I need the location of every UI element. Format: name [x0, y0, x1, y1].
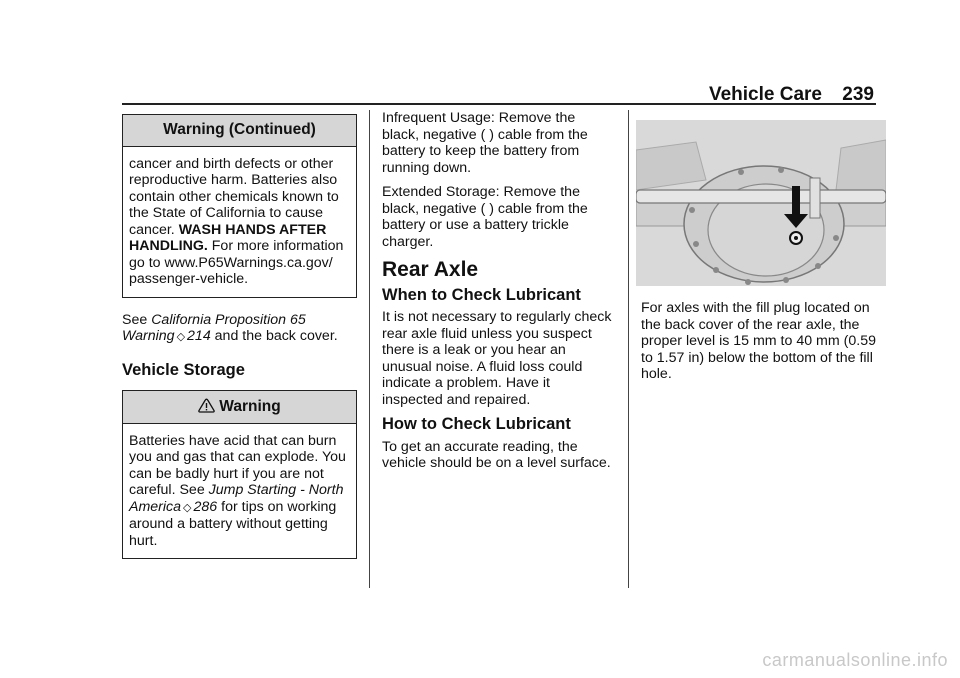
- warning-header: [123, 391, 356, 424]
- warning-continued-box: [122, 114, 357, 298]
- watermark: carmanualsonline.info: [762, 650, 948, 670]
- see-rest: and the back cover.: [210, 328, 338, 344]
- rear-axle-heading: Rear Axle: [382, 258, 479, 281]
- see-reference: [122, 312, 357, 346]
- column-divider-2: [628, 110, 629, 588]
- rear-axle-illustration: [636, 120, 886, 286]
- warning-box: [122, 390, 357, 559]
- column-divider-1: [369, 110, 370, 588]
- when-to-check-heading: When to Check Lubricant: [382, 285, 581, 304]
- warning-rest: for tips on working around a battery without getting hurt.: [129, 498, 337, 549]
- warning-continued-title: Warning (Continued): [123, 115, 356, 147]
- column-1: [122, 110, 357, 573]
- jump-starting-link[interactable]: Jump Starting - North America: [129, 482, 344, 515]
- page-number: 239: [842, 84, 874, 105]
- header-rule: [122, 103, 876, 105]
- warning-continued-text-2: For more information go to www.P65Warnings.ca.gov/ passenger-vehicle.: [129, 238, 344, 287]
- see-page-ref[interactable]: 214: [187, 328, 211, 344]
- section-title: Vehicle Care: [708, 84, 822, 105]
- warning-continued-body: [123, 147, 356, 297]
- column-3: [641, 110, 881, 391]
- column-2: [382, 110, 614, 480]
- warning-continued-bold: WASH HANDS AFTER HANDLING.: [129, 221, 327, 254]
- warning-icon: [198, 398, 215, 413]
- warning-continued-text: cancer and birth defects or other reproductive harm. Batteries also contain other chemicals known to the State of California to cause cancer.: [129, 155, 339, 238]
- jump-starting-page-ref[interactable]: 286: [193, 498, 218, 515]
- page-ref-icon: ◇: [176, 331, 186, 343]
- axle-fluid-level-paragraph: For axles with the fill plug located on the back cover of the rear axle, the proper level is 15 mm to 40 mm (0.59 to 1.57 in) below the bottom of the fill hole.: [641, 300, 876, 382]
- when-to-check-paragraph: It is not necessary to regularly check rear axle fluid unless you suspect there is a leak or you hear an unusual noise. A fluid loss could indicate a problem. Have it inspected and repaired.: [382, 309, 612, 408]
- warning-body: [123, 424, 356, 559]
- how-to-check-paragraph: To get an accurate reading, the vehicle should be on a level surface.: [382, 438, 611, 471]
- infrequent-usage-paragraph: Infrequent Usage: Remove the black, negative ( ) cable from the battery to keep the battery from running down.: [382, 110, 588, 176]
- see-link[interactable]: California Proposition 65 Warning: [122, 311, 306, 344]
- warning-text: Batteries have acid that can burn you and gas that can explode. You can be badly hurt if you are not careful. See: [129, 432, 346, 498]
- warning-title: Warning: [219, 398, 281, 415]
- how-to-check-heading: How to Check Lubricant: [382, 415, 571, 433]
- see-label: See: [122, 311, 152, 328]
- page-ref-icon: ◇: [183, 501, 192, 514]
- page-header: [0, 0, 960, 110]
- vehicle-storage-heading: Vehicle Storage: [122, 360, 245, 379]
- extended-storage-paragraph: Extended Storage: Remove the black, negative ( ) cable from the battery or use a battery trickle charger.: [382, 184, 588, 250]
